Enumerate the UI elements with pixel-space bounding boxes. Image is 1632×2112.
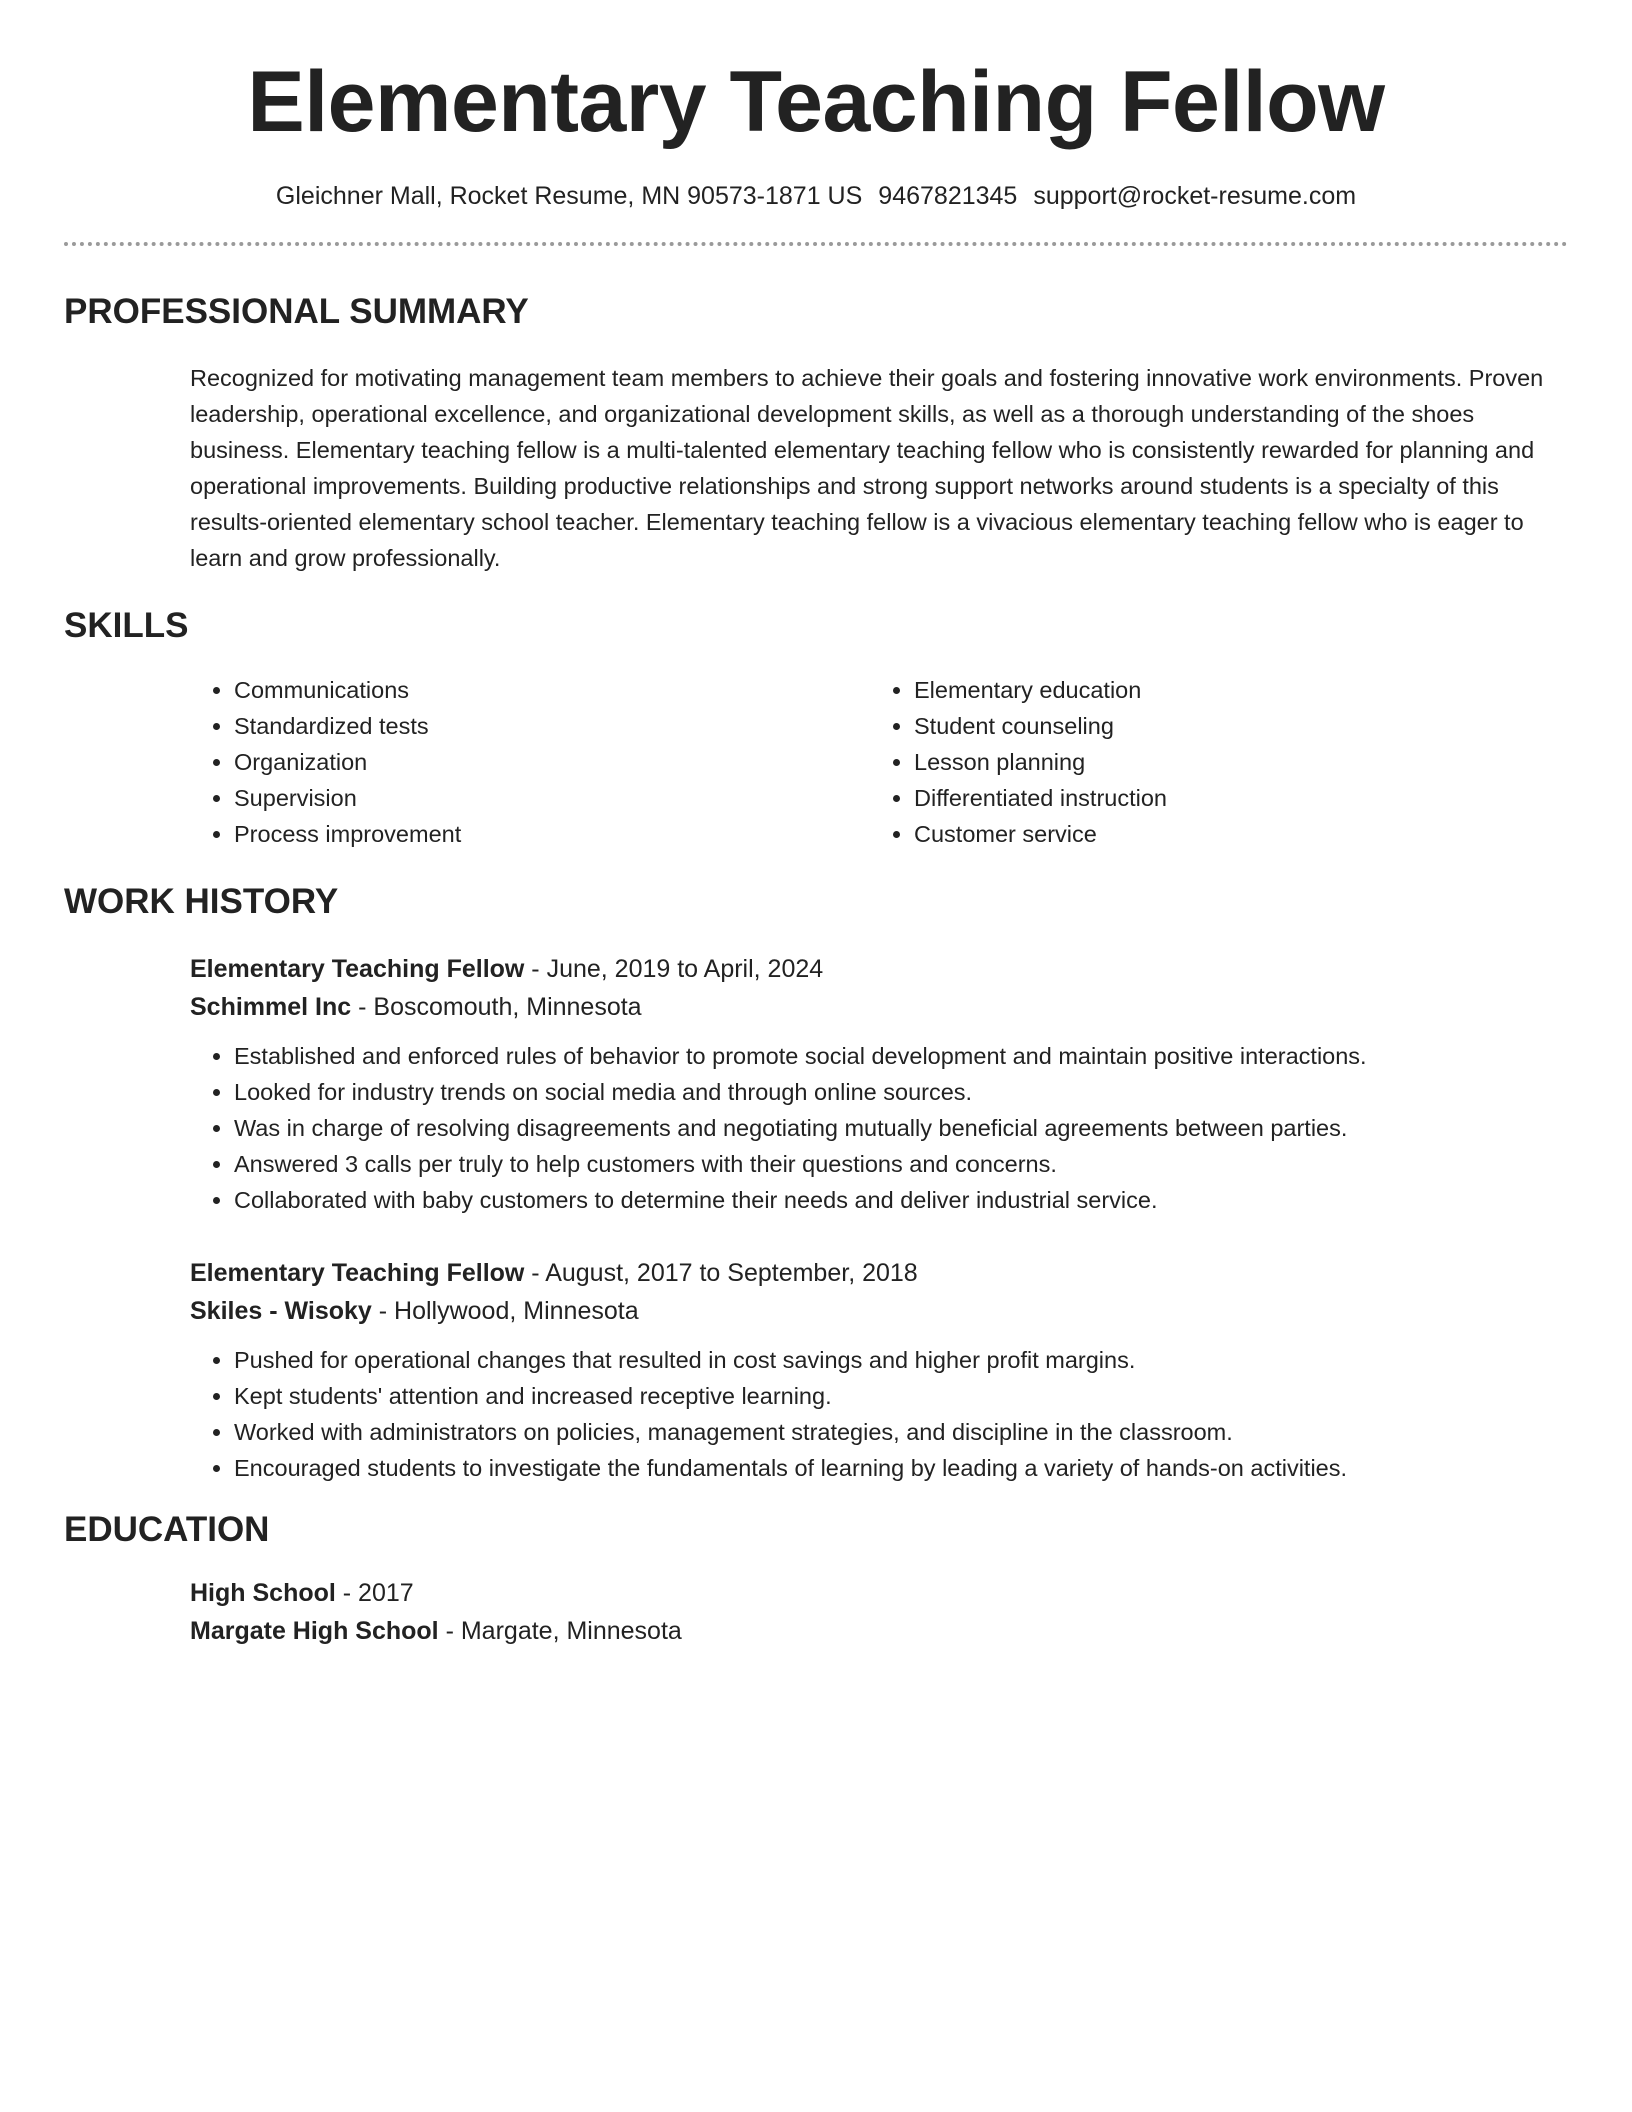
- education-degree-line: [190, 1574, 1568, 1612]
- summary-heading: PROFESSIONAL SUMMARY: [64, 292, 529, 331]
- contact-address: Gleichner Mall, Rocket Resume, MN 90573-1871 US: [275, 182, 863, 210]
- job-bullets: [190, 1342, 1568, 1486]
- job-bullet: • Worked with administrators on policies, management strategies, and discipline in the classroom.: [234, 1414, 1568, 1450]
- skills-grid: [190, 672, 1568, 852]
- job-bullet: • Was in charge of resolving disagreements and negotiating mutually beneficial agreements between parties.: [234, 1110, 1568, 1146]
- job-bullet: • Looked for industry trends on social media and through online sources.: [234, 1074, 1568, 1110]
- job-bullet: • Kept students' attention and increased receptive learning.: [234, 1378, 1568, 1414]
- job-company-line: [190, 1292, 1568, 1330]
- education-year: - 2017: [335, 1579, 414, 1607]
- job-bullet: • Collaborated with baby customers to determine their needs and deliver industrial service.: [234, 1182, 1568, 1218]
- job-role: Elementary Teaching Fellow: [190, 1259, 525, 1287]
- job-bullet: • Answered 3 calls per truly to help customers with their questions and concerns.: [234, 1146, 1568, 1182]
- education-degree: High School: [190, 1579, 336, 1607]
- skill-item: • Supervision: [234, 780, 870, 816]
- education-location: - Margate, Minnesota: [438, 1617, 682, 1645]
- summary-text: Recognized for motivating management team members to achieve their goals and fostering innovative work environments. Proven leadership, operational excellence, and organizational development skills, as well as a thorough understanding of the shoes business. Elementary teaching fellow is a multi-talented elementary teaching fellow who is consistently rewarded for planning and operational improvements. Building productive relationships and strong support networks around students is a specialty of this results-oriented elementary school teacher. Elementary teaching fellow is a vivacious elementary teaching fellow who is eager to learn and grow professionally.: [190, 365, 1544, 571]
- work-history-heading: WORK HISTORY: [64, 882, 339, 921]
- skills-column-right: [870, 672, 1550, 852]
- header-divider: [64, 242, 1568, 246]
- education-heading: EDUCATION: [64, 1510, 270, 1549]
- job-bullet: • Established and enforced rules of behavior to promote social development and maintain positive interactions.: [234, 1038, 1568, 1074]
- job-title-line: [190, 1254, 1568, 1292]
- contact-line: [64, 178, 1568, 214]
- job-title-line: [190, 950, 1568, 988]
- skill-item: • Customer service: [914, 816, 1550, 852]
- job-bullet: • Pushed for operational changes that resulted in cost savings and higher profit margins.: [234, 1342, 1568, 1378]
- job-company: Skiles - Wisoky: [190, 1297, 372, 1325]
- job-company-line: [190, 988, 1568, 1026]
- skills-heading: SKILLS: [64, 606, 189, 645]
- job-role: Elementary Teaching Fellow: [190, 955, 525, 983]
- job-company: Schimmel Inc: [190, 993, 352, 1021]
- resume-name: Elementary Teaching Fellow: [247, 54, 1385, 150]
- skill-item: • Organization: [234, 744, 870, 780]
- education-entry: [190, 1574, 1568, 1650]
- job-location: - Hollywood, Minnesota: [371, 1297, 639, 1325]
- contact-email: support@rocket-resume.com: [1033, 182, 1357, 210]
- contact-phone: 9467821345: [878, 182, 1018, 210]
- skill-item: • Student counseling: [914, 708, 1550, 744]
- job-bullet: • Encouraged students to investigate the fundamentals of learning by leading a variety of hands-on activities.: [234, 1450, 1568, 1486]
- job-entry: [190, 1254, 1568, 1486]
- job-dates: - June, 2019 to April, 2024: [524, 955, 824, 983]
- skill-item: • Lesson planning: [914, 744, 1550, 780]
- education-school: Margate High School: [190, 1617, 439, 1645]
- job-dates: - August, 2017 to September, 2018: [524, 1259, 918, 1287]
- education-school-line: [190, 1612, 1568, 1650]
- job-bullets: [190, 1038, 1568, 1218]
- job-entry: [190, 950, 1568, 1218]
- skill-item: • Process improvement: [234, 816, 870, 852]
- skill-item: • Elementary education: [914, 672, 1550, 708]
- skills-column-left: [190, 672, 870, 852]
- skill-item: • Standardized tests: [234, 708, 870, 744]
- skill-item: • Communications: [234, 672, 870, 708]
- skill-item: • Differentiated instruction: [914, 780, 1550, 816]
- job-location: - Boscomouth, Minnesota: [351, 993, 642, 1021]
